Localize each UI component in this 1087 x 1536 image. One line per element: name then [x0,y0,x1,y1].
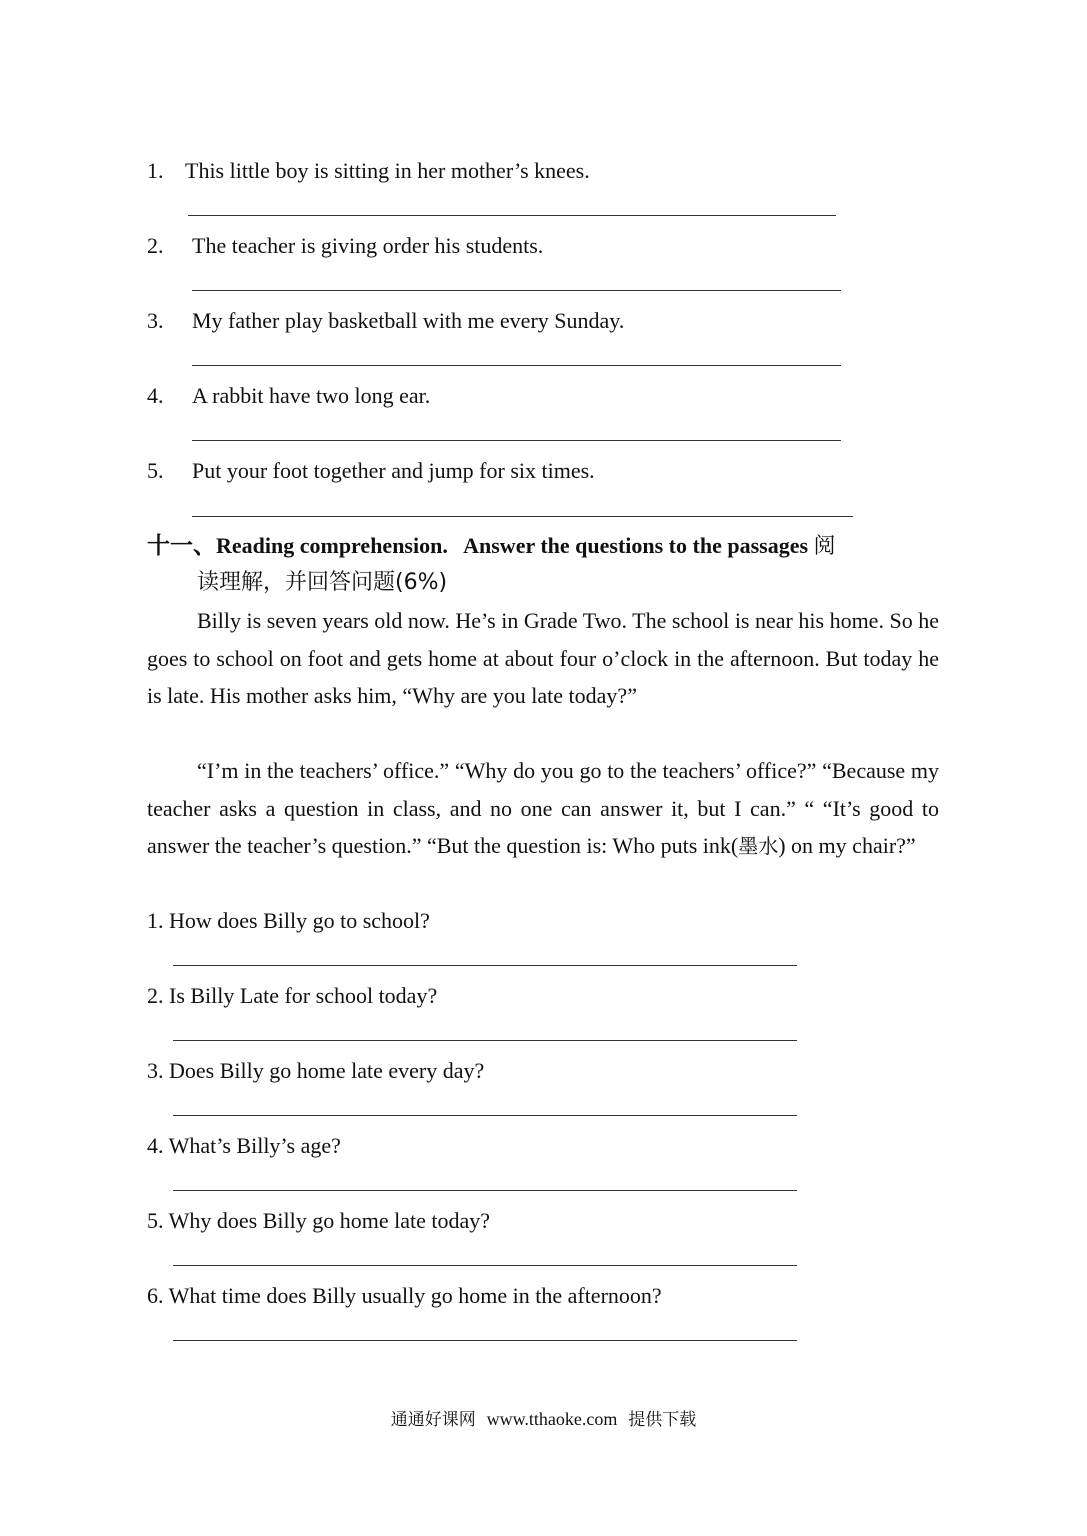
item-number: 4. [147,383,164,408]
section-number: 十一、 [147,533,216,559]
answer-line[interactable] [192,440,841,441]
answer-line[interactable] [173,1340,797,1341]
question-3: 3. Does Billy go home late every day? [147,1058,485,1083]
question-2: 2. Is Billy Late for school today? [147,983,438,1008]
question-6: 6. What time does Billy usually go home in the afternoon? [147,1283,662,1308]
paragraph-text: Billy is seven years old now. He’s in Grade Two. The school is near his home. So he goes to school on foot and gets home at about four o’clock in the afternoon. But today he is late. His mother asks him, “Why are you late today?” [147,608,939,708]
page-footer [0,1407,1087,1432]
answer-line[interactable] [173,1265,797,1266]
item-sentence: A rabbit have two long ear. [192,383,431,408]
answer-line[interactable] [192,516,853,517]
footer-site-name: 通通好课网 [390,1410,476,1430]
item-sentence: The teacher is giving order his students. [192,233,544,258]
section-title-en: Reading comprehension. Answer the questions to the passages [216,533,814,558]
section-title-cn: 读理解，并回答问题(6%) [197,570,448,595]
paragraph-text-end: ) on my chair?” [778,833,916,858]
answer-line[interactable] [173,965,797,966]
item-sentence: Put your foot together and jump for six times. [192,458,595,483]
item-number: 2. [147,233,164,258]
item-sentence: This little boy is sitting in her mother’s knees. [185,158,590,183]
passage-paragraph-1 [147,602,939,715]
question-4: 4. What’s Billy’s age? [147,1133,341,1158]
section-title-cn-tail: 阅 [813,534,836,559]
answer-line[interactable] [192,290,841,291]
answer-line[interactable] [173,1040,797,1041]
ink-gloss: 墨水 [738,834,779,858]
question-1: 1. How does Billy go to school? [147,908,430,933]
item-number: 1. [147,158,164,183]
section-heading [147,531,836,562]
footer-url[interactable]: www.tthaoke.com [486,1409,618,1429]
answer-line[interactable] [188,215,836,216]
item-number: 5. [147,458,164,483]
paragraph-text: “I’m in the teachers’ office.” “Why do you go to the teachers’ office?” “Because my teacher asks a question in class, and no one can answer it, but I can.” “ “It’s good to answer the teacher’s question.” “But the question is: Who puts ink( [147,758,939,858]
item-number: 3. [147,308,164,333]
answer-line[interactable] [173,1115,797,1116]
answer-line[interactable] [173,1190,797,1191]
question-5: 5. Why does Billy go home late today? [147,1208,490,1233]
item-sentence: My father play basketball with me every Sunday. [192,308,625,333]
answer-line[interactable] [192,365,841,366]
passage-paragraph-2 [147,752,939,866]
footer-suffix: 提供下载 [628,1410,697,1430]
